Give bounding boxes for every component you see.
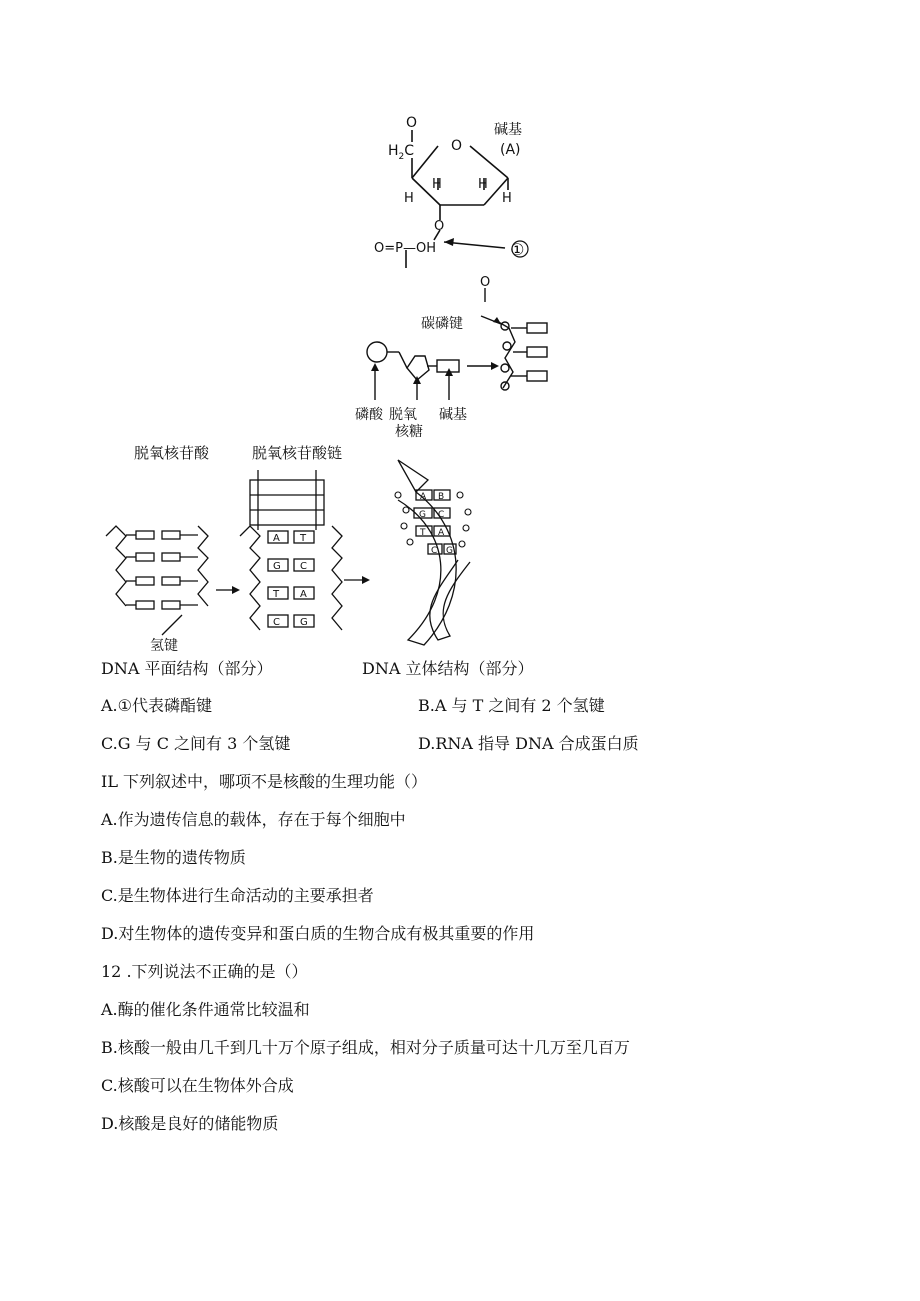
q11-option-d: D.对生物体的遗传变异和蛋白质的生物合成有极其重要的作用: [101, 924, 535, 943]
helix-pair-left-2: G: [419, 510, 426, 520]
helix-pair-left-1: A: [420, 492, 427, 502]
three-d-structure-caption: DNA 立体结构（部分）: [362, 659, 534, 678]
ring-oxygen-label: O: [451, 138, 463, 154]
helix-pair-right-3: A: [438, 528, 445, 538]
helix-pair-left-3: T: [420, 528, 426, 538]
marker-one-label: ①: [510, 240, 525, 259]
helix-pair-right-2: C: [438, 510, 445, 520]
nucleotide-chain-title: 脱氧核苷酸链: [252, 444, 343, 462]
h-label-4: H: [502, 191, 512, 206]
q12-option-b: B.核酸一般由几千到几十万个原子组成，相对分子质量可达十几万至几百万: [101, 1038, 630, 1057]
hydrogen-bond-label: 氢键: [150, 638, 178, 654]
pair-right-1: T: [300, 533, 307, 544]
top-oxygen-label: O: [406, 115, 418, 131]
q12-option-d: D.核酸是良好的储能物质: [101, 1114, 279, 1133]
pair-right-3: A: [300, 589, 307, 600]
q11-option-a: A.作为遗传信息的载体，存在于每个细胞中: [101, 810, 406, 829]
carbon-phosphorus-bond-label: 碳磷键: [421, 316, 463, 332]
q12-stem: 12 .下列说法不正确的是（）: [101, 962, 308, 981]
bottom-oxygen-label: O: [434, 219, 445, 234]
base-label: 碱基: [494, 122, 522, 138]
q11-option-c: C.是生物体进行生命活动的主要承担者: [101, 886, 374, 905]
deoxyribose-label-line2: 核糖: [395, 424, 423, 438]
pair-right-2: C: [300, 561, 307, 572]
pair-right-4: G: [300, 617, 308, 628]
phosphate-part-label: 磷酸: [355, 407, 383, 423]
h-label-3: H: [404, 191, 414, 206]
q10-option-b: B.A 与 T 之间有 2 个氢键: [418, 696, 605, 715]
deoxyribose-label-line1: 脱氧: [389, 407, 417, 423]
base-letter-label: (A): [500, 142, 521, 158]
top-oxygen-label-2: O: [480, 276, 491, 290]
helix-pair-right-4: G: [446, 546, 453, 556]
h-label-2: H: [478, 177, 488, 192]
pair-left-2: G: [273, 561, 281, 572]
q12-option-a: A.酶的催化条件通常比较温和: [101, 1000, 310, 1019]
pair-left-1: A: [273, 533, 280, 544]
nucleotide-components-figure: [355, 276, 555, 438]
q10-option-a: A.①代表磷酯键: [101, 696, 212, 715]
q10-option-c: C.G 与 C 之间有 3 个氢键: [101, 734, 291, 753]
h-label-1: H: [432, 177, 442, 192]
pair-left-4: C: [273, 617, 280, 628]
base-part-label: 碱基: [439, 407, 467, 423]
helix-pair-left-4: C: [431, 546, 438, 556]
pair-left-3: T: [273, 589, 280, 600]
q11-option-b: B.是生物的遗传物质: [101, 848, 246, 867]
h2c-label: $H_2C$: [388, 143, 415, 162]
q11-stem: IL 下列叙述中，哪项不是核酸的生理功能（）: [101, 772, 428, 791]
nucleotide-structure-figure: [360, 110, 550, 280]
dna-structure-figure: [98, 440, 498, 655]
q12-option-c: C.核酸可以在生物体外合成: [101, 1076, 294, 1095]
q10-option-d: D.RNA 指导 DNA 合成蛋白质: [418, 734, 639, 753]
nucleotide-title: 脱氧核苷酸: [134, 444, 210, 462]
helix-pair-right-1: B: [438, 492, 445, 502]
phosphate-label: O=P—OH: [374, 241, 436, 256]
planar-structure-caption: DNA 平面结构（部分）: [101, 659, 273, 678]
